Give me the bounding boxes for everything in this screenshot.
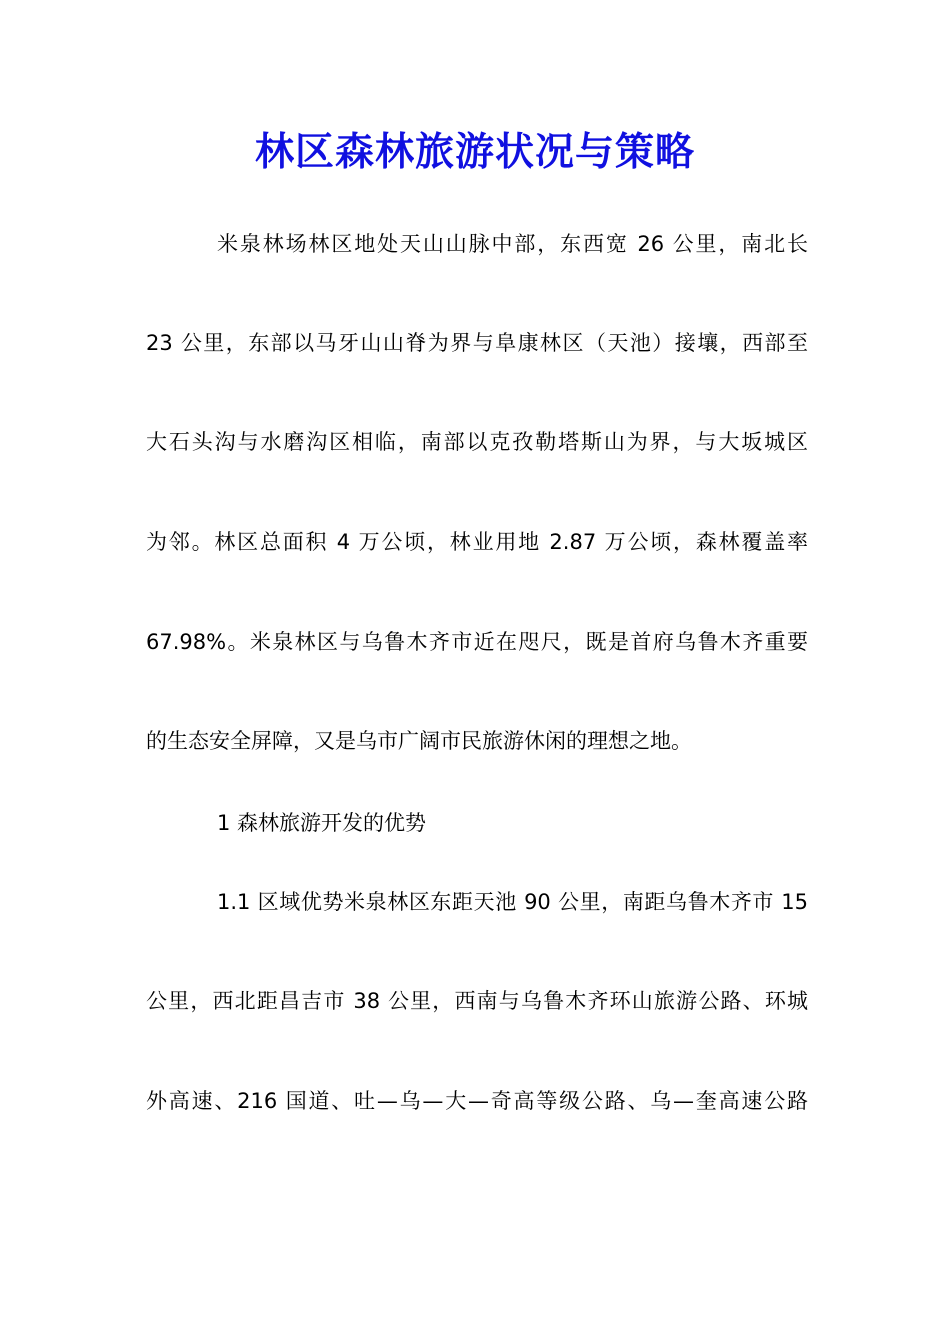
paragraph-line: 公里，西北距昌吉市 38 公里，西南与乌鲁木齐环山旅游公路、环城 — [146, 989, 808, 1013]
paragraph-line: 1.1 区域优势米泉林区东距天池 90 公里，南距乌鲁木齐市 15 — [217, 890, 808, 914]
paragraph-line: 23 公里，东部以马牙山山脊为界与阜康林区（天池）接壤，西部至 — [146, 331, 808, 355]
paragraph-line: 外高速、216 国道、吐—乌—大—奇高等级公路、乌—奎高速公路 — [146, 1089, 808, 1113]
section-heading: 1 森林旅游开发的优势 — [217, 811, 427, 835]
paragraph-line: 大石头沟与水磨沟区相临，南部以克孜勒塔斯山为界，与大坂城区 — [146, 430, 808, 454]
paragraph-line: 为邻。林区总面积 4 万公顷，林业用地 2.87 万公顷，森林覆盖率 — [146, 530, 808, 554]
paragraph-line: 的生态安全屏障，又是乌市广阔市民旅游休闲的理想之地。 — [146, 729, 692, 753]
paragraph-line: 米泉林场林区地处天山山脉中部，东西宽 26 公里，南北长 — [217, 232, 808, 256]
paragraph-line: 67.98%。米泉林区与乌鲁木齐市近在咫尺，既是首府乌鲁木齐重要 — [146, 630, 808, 654]
document-title: 林区森林旅游状况与策略 — [254, 129, 695, 175]
